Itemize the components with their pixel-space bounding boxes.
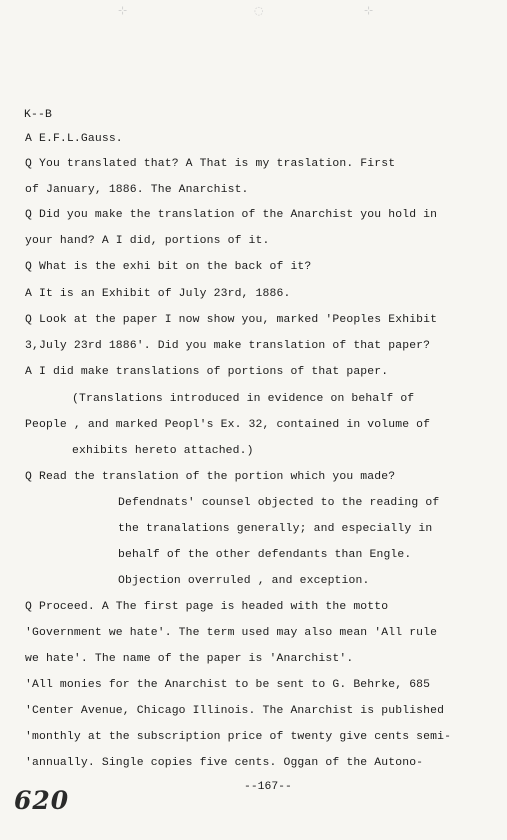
transcript-line: Defendnats' counsel objected to the reading of — [118, 497, 440, 509]
transcript-line: (Translations introduced in evidence on behalf of — [72, 393, 415, 405]
bleed-through-mark-icon: ⊹ — [364, 4, 374, 17]
transcript-line: Q You translated that? A That is my traslation. First — [25, 158, 396, 170]
transcript-line: behalf of the other defendants than Engle. — [118, 549, 412, 561]
transcript-line: 3,July 23rd 1886'. Did you make translation of that paper? — [25, 340, 431, 352]
transcript-line: Q Did you make the translation of the Anarchist you hold in — [25, 209, 438, 221]
transcript-line: Q What is the exhi bit on the back of it? — [25, 261, 312, 273]
bleed-through-mark-icon: ⊹ — [118, 4, 128, 17]
transcript-line: Q Look at the paper I now show you, marked 'Peoples Exhibit — [25, 314, 438, 326]
handwritten-folio: 620 — [14, 786, 70, 815]
transcript-line: Q Read the translation of the portion which you made? — [25, 471, 396, 483]
transcript-line: 'monthly at the subscription price of twenty give cents semi- — [25, 731, 452, 743]
transcript-line: 'Center Avenue, Chicago Illinois. The Anarchist is published — [25, 705, 445, 717]
transcript-line: your hand? A I did, portions of it. — [25, 235, 270, 247]
transcript-line: Objection overruled , and exception. — [118, 575, 370, 587]
transcript-line: People , and marked Peopl's Ex. 32, contained in volume of — [25, 419, 431, 431]
page-number: --167-- — [244, 781, 292, 793]
transcript-line: A It is an Exhibit of July 23rd, 1886. — [25, 288, 291, 300]
transcript-line: exhibits hereto attached.) — [72, 445, 254, 457]
transcript-line: 'All monies for the Anarchist to be sent to G. Behrke, 685 — [25, 679, 431, 691]
bleed-through-mark-icon: ◌ — [254, 4, 264, 17]
transcript-line: 'Government we hate'. The term used may also mean 'All rule — [25, 627, 438, 639]
transcript-line: Q Proceed. A The first page is headed with the motto — [25, 601, 389, 613]
transcript-line: A E.F.L.Gauss. — [25, 133, 123, 145]
transcript-line: the tranalations generally; and especially in — [118, 523, 433, 535]
transcript-line: of January, 1886. The Anarchist. — [25, 184, 249, 196]
transcript-line: A I did make translations of portions of that paper. — [25, 366, 389, 378]
transcript-line: we hate'. The name of the paper is 'Anarchist'. — [25, 653, 354, 665]
header-code: K--B — [24, 109, 52, 121]
transcript-line: 'annually. Single copies five cents. Oggan of the Autono- — [25, 757, 424, 769]
